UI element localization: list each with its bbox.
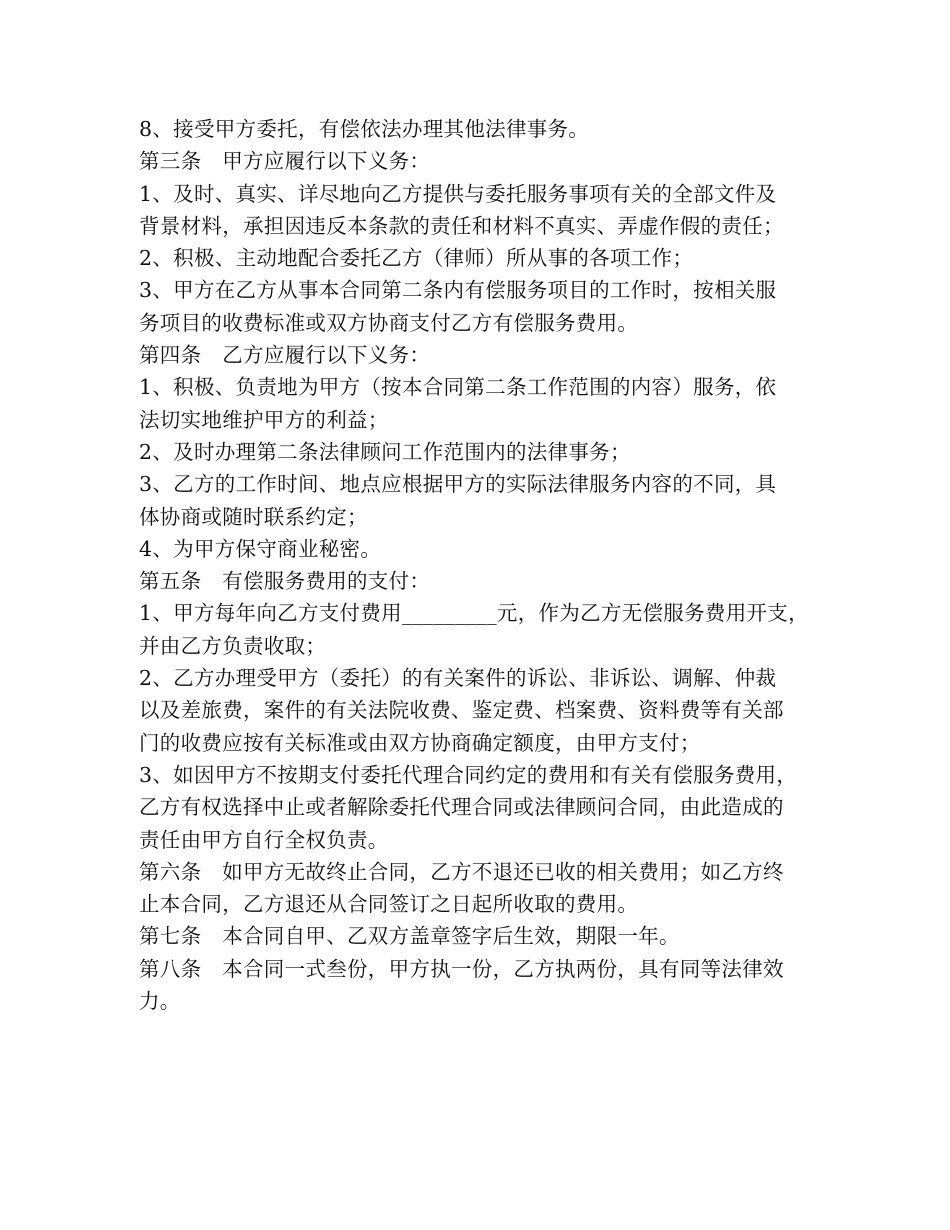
- text-line: 务项目的收费标准或双方协商支付乙方有偿服务费用。: [139, 310, 639, 335]
- text-line: 2、乙方办理受甲方（委托）的有关案件的诉讼、非诉讼、调解、仲裁: [139, 666, 777, 691]
- text-line: 2、积极、主动地配合委托乙方（律师）所从事的各项工作；: [139, 246, 694, 271]
- text-line: 止本合同，乙方退还从合同签订之日起所收取的费用。: [139, 892, 639, 917]
- text-line: 乙方有权选择中止或者解除委托代理合同或法律顾问合同，由此造成的: [139, 795, 784, 820]
- text-line: 责任由甲方自行全权负责。: [139, 827, 389, 852]
- article-paragraph: 第八条 本合同一式叁份，甲方执一份，乙方执两份，具有同等法律效: [139, 956, 784, 981]
- text-line: 1、甲方每年向乙方支付费用_________元，作为乙方无偿服务费用开支，: [139, 601, 809, 626]
- text-line: 2、及时办理第二条法律顾问工作范围内的法律事务；: [139, 439, 631, 464]
- text-line: 3、乙方的工作时间、地点应根据甲方的实际法律服务内容的不同，具: [139, 472, 777, 497]
- text-line: 门的收费应按有关标准或由双方协商确定额度，由甲方支付；: [139, 730, 701, 755]
- text-line: 3、如因甲方不按期支付委托代理合同约定的费用和有关有偿服务费用，: [139, 762, 798, 787]
- text-line: 1、及时、真实、详尽地向乙方提供与委托服务事项有关的全部文件及: [139, 181, 777, 206]
- text-line: 背景材料，承担因违反本条款的责任和材料不真实、弄虚作假的责任；: [139, 213, 784, 238]
- text-line: 并由乙方负责收取；: [139, 633, 327, 658]
- text-line: 1、积极、负责地为甲方（按本合同第二条工作范围的内容）服务，依: [139, 375, 777, 400]
- text-line: 体协商或随时联系约定；: [139, 504, 368, 529]
- text-line: 法切实地维护甲方的利益；: [139, 407, 389, 432]
- text-line: 8、接受甲方委托，有偿依法办理其他法律事务。: [139, 117, 590, 141]
- article-heading: 第三条 甲方应履行以下义务：: [139, 149, 431, 174]
- text-line: 力。: [139, 989, 181, 1014]
- article-heading: 第四条 乙方应履行以下义务：: [139, 343, 431, 368]
- contract-body: [139, 113, 819, 1017]
- text-line: 4、为甲方保守商业秘密。: [139, 536, 382, 561]
- text-line: 3、甲方在乙方从事本合同第二条内有偿服务项目的工作时，按相关服: [139, 278, 777, 303]
- article-heading: 第五条 有偿服务费用的支付：: [139, 569, 431, 594]
- article-paragraph: 第六条 如甲方无故终止合同，乙方不退还已收的相关费用；如乙方终: [139, 859, 784, 884]
- text-line: 以及差旅费，案件的有关法院收费、鉴定费、档案费、资料费等有关部: [139, 698, 784, 723]
- article-paragraph: 第七条 本合同自甲、乙双方盖章签字后生效，期限一年。: [139, 924, 680, 949]
